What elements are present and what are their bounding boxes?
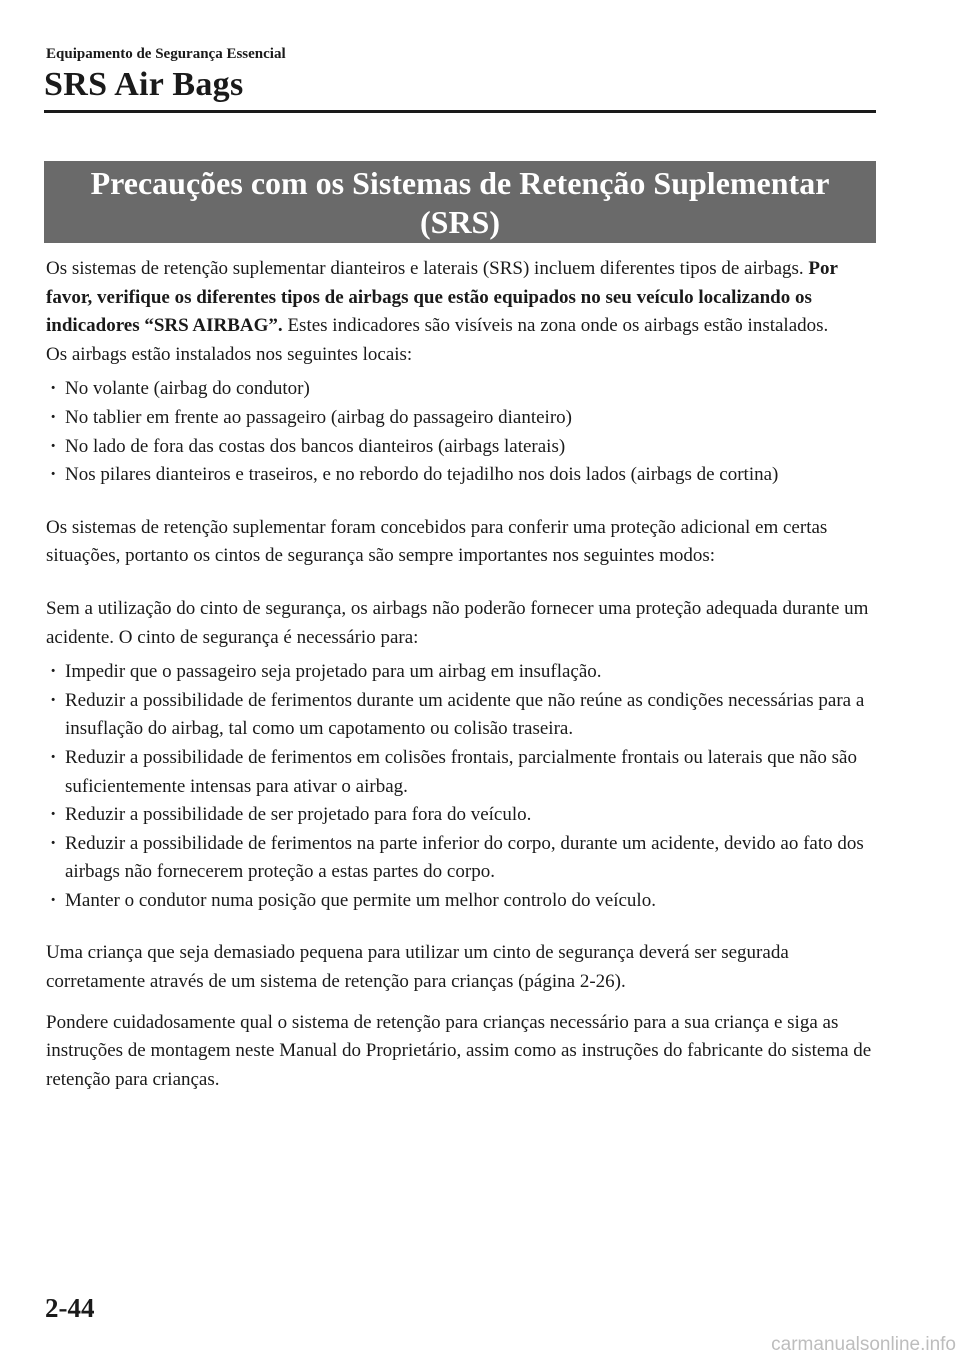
body-content [46,255,876,1094]
page-number: 2-44 [45,1293,95,1323]
list-item: · No tablier em frente ao passageiro (airbag do passageiro dianteiro) [46,404,876,433]
list-item: · No volante (airbag do condutor) [46,375,876,404]
list-item: · Impedir que o passageiro seja projetado para um airbag em insuflação. [46,658,876,687]
intro-text: Os sistemas de retenção suplementar dianteiros e laterais (SRS) incluem diferentes tipos de airbags. [46,258,809,279]
seatbelt-reasons-list [46,658,876,915]
locations-intro: Os airbags estão instalados nos seguintes locais: [46,343,413,365]
watermark: carmanualsonline.info [771,1334,956,1355]
list-item: · Reduzir a possibilidade de ser projetado para fora do veículo. [46,801,876,830]
intro-paragraph [46,255,876,341]
list-item: · Manter o condutor numa posição que permite um melhor controlo do veículo. [46,887,876,916]
child-paragraph: Uma criança que seja demasiado pequena para utilizar um cinto de segurança deverá ser segurada corretamente através de um sistema de retenção para crianças (página 2-26). [46,942,789,993]
airbag-locations-list [46,375,876,489]
banner-title-line1: Precauções com os Sistemas de Retenção Suplementar [90,165,830,201]
supplemental-paragraph: Os sistemas de retenção suplementar foram concebidos para conferir uma proteção adicional em certas situações, portanto os cintos de segurança são sempre importantes nos seguintes modos: [46,516,828,567]
banner-title-line2: (SRS) [419,204,500,240]
header-rule [44,110,876,113]
intro-emphasis: Por favor, verifique os diferentes tipos de airbags que estão equipados no seu veículo localizando os indicadores “SRS AIRBAG”. [46,258,838,337]
section-title: SRS Air Bags [44,66,244,103]
list-item: · Reduzir a possibilidade de ferimentos durante um acidente que não reúne as condições necessárias para a insuflação do airbag, tal como um capotamento ou colisão traseira. [46,687,876,744]
list-item: · Reduzir a possibilidade de ferimentos em colisões frontais, parcialmente frontais ou laterais que não são suficientemente intensas para ativar o airbag. [46,744,876,801]
list-item: · No lado de fora das costas dos bancos dianteiros (airbags laterais) [46,433,876,462]
running-head: Equipamento de Segurança Essencial [46,46,286,62]
intro-text-end: Estes indicadores são visíveis na zona onde os airbags estão instalados. [282,315,829,337]
topic-banner [44,161,876,243]
consider-paragraph: Pondere cuidadosamente qual o sistema de retenção para crianças necessário para a sua criança e siga as instruções de montagem neste Manual do Proprietário, assim como as instruções do fabricante do sistema de retenção para crianças. [46,1011,872,1090]
list-item: · Nos pilares dianteiros e traseiros, e no rebordo do tejadilho nos dois lados (airbags de cortina) [46,461,876,490]
list-item: · Reduzir a possibilidade de ferimentos na parte inferior do corpo, durante um acidente, devido ao fato dos airbags não fornecerem proteção a estas partes do corpo. [46,830,876,887]
seatbelt-paragraph: Sem a utilização do cinto de segurança, os airbags não poderão fornecer uma proteção adequada durante um acidente. O cinto de segurança é necessário para: [46,597,869,648]
